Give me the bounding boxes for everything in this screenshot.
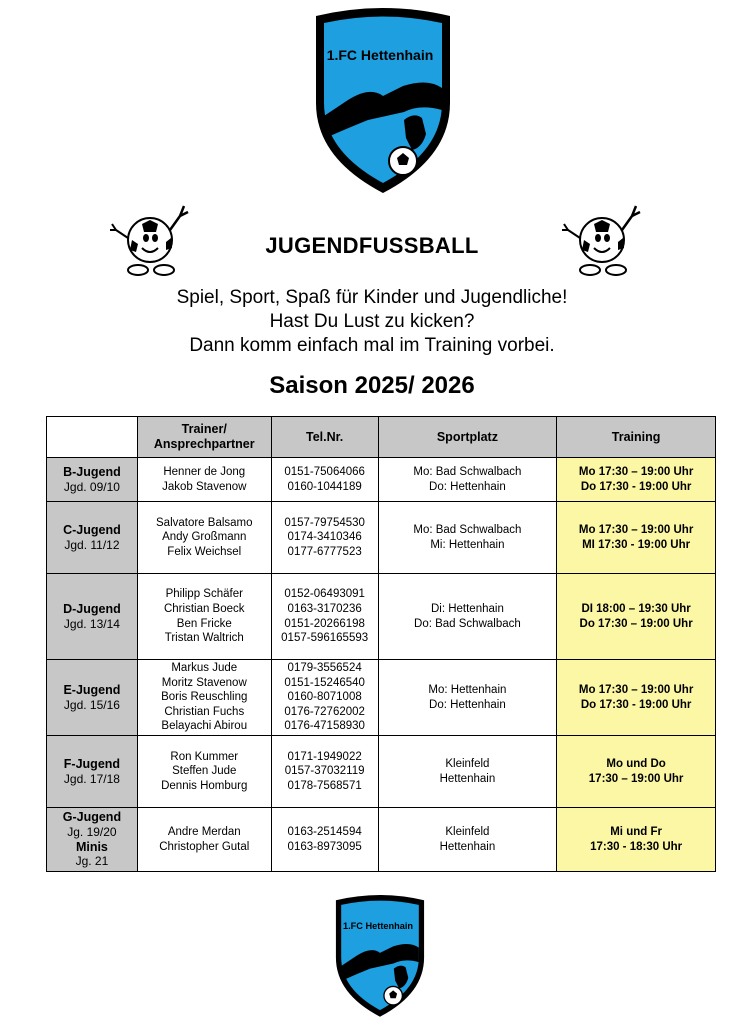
header-trainer-line: Ansprechpartner (153, 437, 255, 451)
place-line: Hettenhain (439, 772, 496, 785)
team-year: Jgd. 17/18 (63, 771, 120, 786)
team-year: Jgd. 13/14 (63, 616, 120, 631)
season-title: Saison 2025/ 2026 (269, 372, 475, 399)
intro-line: Dann komm einfach mal im Training vorbei. (189, 335, 555, 356)
training-cell (557, 808, 716, 872)
table-row (47, 808, 716, 872)
team-name: B-Jugend (63, 464, 121, 479)
intro-line: Hast Du Lust zu kicken? (269, 311, 475, 332)
phone-number: 0176-72762002 (284, 705, 365, 718)
phone-number: 0178-7568571 (287, 779, 362, 792)
team-year: Jgd. 11/12 (64, 537, 120, 552)
trainer-name: Philipp Schäfer (165, 588, 243, 601)
crest-name: 1.FC Hettenhain (342, 921, 414, 932)
trainer-name: Ron Kummer (170, 750, 239, 763)
phone-number: 0171-1949022 (287, 750, 362, 763)
team-name: Minis (75, 839, 108, 854)
header-team (47, 417, 138, 458)
team-name: D-Jugend (63, 601, 121, 616)
trainer-cell (137, 574, 271, 660)
team-name: G-Jugend (62, 810, 122, 825)
team-year: Jg. 19/20 (67, 824, 117, 839)
trainer-name: Henner de Jong (163, 465, 246, 478)
trainer-name: Felix Weichsel (167, 545, 242, 558)
place-line: Do: Hettenhain (429, 698, 506, 711)
header-place: Sportplatz (378, 417, 557, 458)
training-time: 17:30 – 19:00 Uhr (588, 772, 684, 785)
header-trainer (137, 417, 271, 458)
phone-number: 0152-06493091 (284, 588, 365, 601)
page-title: JUGENDFUSSBALL (265, 233, 479, 258)
trainer-name: Andre Merdan (167, 825, 241, 838)
place-line: Mo: Bad Schwalbach (413, 465, 522, 478)
phone-number: 0157-79754530 (284, 516, 365, 529)
place-line: Do: Hettenhain (429, 480, 506, 493)
team-cell (47, 660, 138, 736)
training-time: Do 17:30 – 19:00 Uhr (579, 617, 693, 630)
trainer-name: Salvatore Balsamo (156, 516, 253, 529)
place-cell (378, 808, 557, 872)
place-line: Di: Hettenhain (430, 602, 504, 615)
team-cell (47, 502, 138, 574)
training-cell (557, 736, 716, 808)
phone-number: 0179-3556524 (287, 662, 362, 675)
place-cell (378, 574, 557, 660)
table-row (47, 502, 716, 574)
phone-number: 0151-75064066 (284, 465, 365, 478)
trainer-name: Christian Boeck (163, 602, 245, 615)
training-cell (557, 458, 716, 502)
phone-number: 0157-37032119 (284, 765, 365, 778)
training-cell (557, 574, 716, 660)
training-time: Mo 17:30 – 19:00 Uhr (578, 523, 694, 536)
trainer-name: Andy Großmann (162, 531, 247, 544)
phone-number: 0151-15246540 (284, 676, 365, 689)
trainer-name: Ben Fricke (176, 617, 232, 630)
phone-cell (271, 660, 378, 736)
phone-number: 0174-3410346 (287, 531, 362, 544)
place-cell (378, 736, 557, 808)
place-cell (378, 502, 557, 574)
training-time: Do 17:30 - 19:00 Uhr (580, 698, 692, 711)
trainer-name: Christian Fuchs (164, 705, 245, 718)
trainer-name: Dennis Homburg (161, 779, 248, 792)
training-time: Mo 17:30 – 19:00 Uhr (578, 683, 694, 696)
team-cell (47, 736, 138, 808)
header-training: Training (557, 417, 716, 458)
trainer-name: Tristan Waltrich (164, 632, 244, 645)
trainer-cell (137, 736, 271, 808)
training-time: Mo 17:30 – 19:00 Uhr (578, 465, 694, 478)
trainer-name: Moritz Stavenow (161, 676, 247, 689)
phone-cell (271, 574, 378, 660)
trainer-name: Steffen Jude (172, 765, 237, 778)
phone-number: 0151-20266198 (284, 617, 365, 630)
phone-number: 0160-8071008 (287, 691, 362, 704)
place-line: Do: Bad Schwalbach (414, 617, 521, 630)
place-line: Kleinfeld (445, 757, 490, 770)
header-phone: Tel.Nr. (271, 417, 378, 458)
table-row (47, 660, 716, 736)
header-trainer-line: Trainer/ (181, 422, 227, 437)
place-line: Mo: Bad Schwalbach (413, 523, 522, 536)
team-name: F-Jugend (63, 756, 121, 771)
trainer-name: Jakob Stavenow (162, 480, 247, 493)
phone-number: 0176-47158930 (284, 720, 365, 733)
training-cell (557, 502, 716, 574)
phone-cell (271, 736, 378, 808)
phone-number: 0163-2514594 (287, 825, 362, 838)
training-time: DI 18:00 – 19:30 Uhr (581, 602, 691, 615)
intro-text (0, 286, 744, 358)
training-time: Mi und Fr (610, 825, 662, 838)
club-crest-top (308, 8, 458, 198)
phone-cell (271, 502, 378, 574)
trainer-cell (137, 808, 271, 872)
team-year: Jgd. 09/10 (63, 479, 120, 494)
trainer-cell (137, 458, 271, 502)
trainer-name: Markus Jude (171, 662, 238, 675)
training-time: Do 17:30 - 19:00 Uhr (580, 480, 692, 493)
crest-name: 1.FC Hettenhain (326, 47, 434, 63)
training-time: MI 17:30 - 19:00 Uhr (582, 538, 691, 551)
phone-cell (271, 458, 378, 502)
place-line: Kleinfeld (445, 825, 490, 838)
trainer-name: Boris Reuschling (161, 691, 248, 704)
trainer-cell (137, 660, 271, 736)
phone-number: 0163-8973095 (287, 840, 362, 853)
place-line: Hettenhain (439, 840, 496, 853)
place-line: Mo: Hettenhain (428, 683, 507, 696)
phone-cell (271, 808, 378, 872)
crest-founded: 1978 e.V. (391, 954, 417, 961)
team-cell (47, 458, 138, 502)
table-header-row (47, 417, 716, 458)
training-cell (557, 660, 716, 736)
trainer-name: Belayachi Abirou (161, 720, 248, 733)
training-schedule-table (46, 416, 716, 872)
training-time: Mo und Do (606, 757, 666, 770)
crest-founded: 1978 e.V. (401, 96, 439, 106)
team-year: Jg. 21 (75, 854, 109, 869)
training-time: 17:30 - 18:30 Uhr (590, 840, 683, 853)
phone-number: 0163-3170236 (287, 602, 362, 615)
phone-number: 0157-596165593 (281, 632, 369, 645)
team-name: E-Jugend (63, 682, 121, 697)
table-row (47, 574, 716, 660)
table-row (47, 736, 716, 808)
trainer-name: Christopher Gutal (159, 840, 250, 853)
team-year: Jgd. 15/16 (63, 697, 120, 712)
team-cell (47, 808, 138, 872)
place-cell (378, 458, 557, 502)
team-cell (47, 574, 138, 660)
trainer-cell (137, 502, 271, 574)
intro-line: Spiel, Sport, Spaß für Kinder und Jugendliche! (176, 287, 568, 308)
club-crest-bottom (330, 895, 430, 1020)
table-row (47, 458, 716, 502)
place-cell (378, 660, 557, 736)
place-line: Mi: Hettenhain (430, 538, 505, 551)
phone-number: 0160-1044189 (287, 480, 362, 493)
phone-number: 0177-6777523 (287, 545, 362, 558)
team-name: C-Jugend (63, 522, 121, 537)
